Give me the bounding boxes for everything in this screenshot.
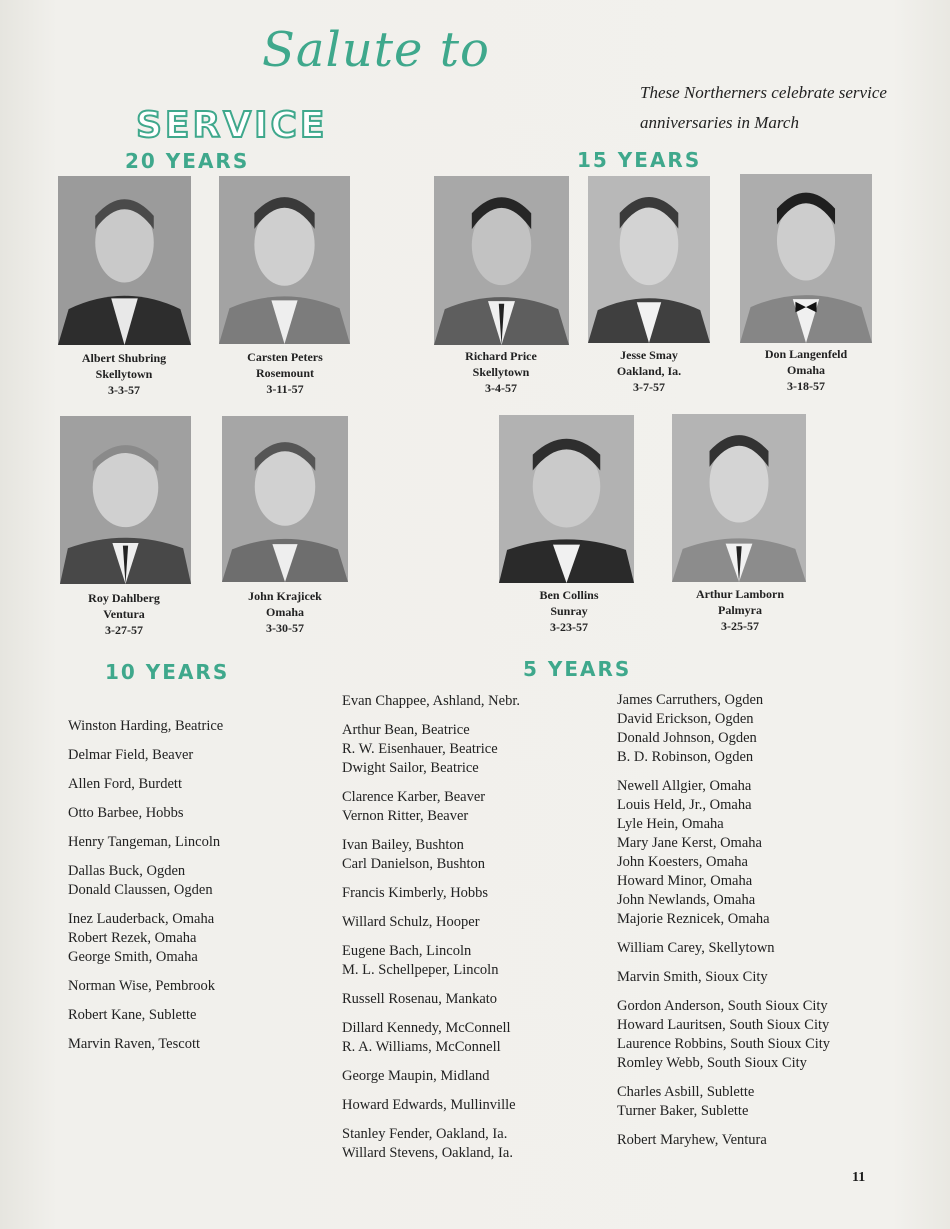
name-group — [342, 1096, 520, 1115]
caption-name: John Krajicek — [248, 589, 322, 603]
name-group — [617, 777, 830, 929]
honoree-entry: James Carruthers, Ogden — [617, 692, 764, 708]
main-title-text: SERVICE — [136, 105, 328, 146]
name-group — [342, 913, 520, 932]
honoree-entry: Allen Ford, Burdett — [68, 776, 182, 792]
name-group — [68, 833, 223, 852]
honoree-entry: John Koesters, Omaha — [617, 854, 748, 870]
caption-name: Carsten Peters — [247, 350, 323, 364]
honoree-entry: Dillard Kennedy, McConnell — [342, 1020, 511, 1036]
honoree-entry: George Maupin, Midland — [342, 1068, 490, 1084]
caption-date: 3-23-57 — [550, 620, 588, 634]
portrait-photo — [58, 176, 191, 345]
honoree-entry: Gordon Anderson, South Sioux City — [617, 998, 828, 1014]
name-group — [68, 775, 223, 794]
caption-date: 3-4-57 — [485, 381, 517, 395]
honoree-entry: Willard Stevens, Oakland, Ia. — [342, 1145, 513, 1161]
caption-date: 3-7-57 — [633, 380, 665, 394]
name-group — [68, 862, 223, 900]
honoree-entry: Francis Kimberly, Hobbs — [342, 885, 489, 901]
name-group — [342, 1019, 520, 1057]
honoree-entry: Vernon Ritter, Beaver — [342, 808, 469, 824]
name-group — [342, 836, 520, 874]
name-group — [342, 942, 520, 980]
honoree-entry: Stanley Fender, Oakland, Ia. — [342, 1126, 508, 1142]
caption-date: 3-11-57 — [266, 382, 304, 396]
heading-5-years: 5 YEARS — [523, 657, 632, 681]
name-group — [617, 1131, 830, 1150]
caption-location: Omaha — [786, 363, 825, 377]
honoree-entry: Arthur Bean, Beatrice — [342, 722, 470, 738]
portrait-caption — [215, 588, 355, 636]
portrait-caption — [431, 348, 571, 396]
honoree-entry: William Carey, Skellytown — [617, 940, 775, 956]
portrait-photo — [60, 416, 191, 584]
portrait-photo — [672, 414, 806, 582]
honoree-entry: Willard Schulz, Hooper — [342, 914, 480, 930]
honoree-entry: Howard Minor, Omaha — [617, 873, 753, 889]
caption-location: Omaha — [265, 605, 304, 619]
honoree-entry: Robert Rezek, Omaha — [68, 930, 197, 946]
portrait-photo — [740, 174, 872, 343]
portrait-caption — [215, 349, 355, 397]
honoree-entry: Dwight Sailor, Beatrice — [342, 760, 479, 776]
caption-name: Roy Dahlberg — [88, 591, 160, 605]
honoree-entry: Delmar Field, Beaver — [68, 747, 194, 763]
caption-name: Ben Collins — [539, 588, 599, 602]
caption-location: Ventura — [103, 607, 145, 621]
caption-location: Oakland, Ia. — [616, 364, 682, 378]
caption-date: 3-30-57 — [266, 621, 304, 635]
name-group — [68, 1035, 223, 1054]
honoree-entry: Charles Asbill, Sublette — [617, 1084, 755, 1100]
honoree-entry: Otto Barbee, Hobbs — [68, 805, 184, 821]
name-group — [342, 788, 520, 826]
caption-date: 3-18-57 — [787, 379, 825, 393]
caption-location: Skellytown — [95, 367, 153, 381]
name-group — [342, 1067, 520, 1086]
subtitle-line: These Northerners celebrate service — [640, 83, 887, 102]
honoree-entry: Robert Kane, Sublette — [68, 1007, 197, 1023]
portrait-caption — [579, 347, 719, 395]
honoree-entry: Inez Lauderback, Omaha — [68, 911, 215, 927]
name-group — [68, 1006, 223, 1025]
honoree-entry: R. W. Eisenhauer, Beatrice — [342, 741, 498, 757]
main-title — [136, 106, 328, 146]
honoree-entry: Marvin Smith, Sioux City — [617, 969, 768, 985]
honoree-entry: Carl Danielson, Bushton — [342, 856, 485, 872]
caption-name: Albert Shubring — [81, 351, 167, 365]
subtitle — [640, 78, 930, 138]
name-group — [342, 692, 520, 711]
honoree-entry: Romley Webb, South Sioux City — [617, 1055, 807, 1071]
honoree-entry: Russell Rosenau, Mankato — [342, 991, 498, 1007]
portrait-caption — [499, 587, 639, 635]
honoree-entry: Louis Held, Jr., Omaha — [617, 797, 752, 813]
portrait-photo — [588, 176, 710, 343]
name-group — [342, 721, 520, 778]
name-group — [617, 997, 830, 1073]
honoree-entry: Laurence Robbins, South Sioux City — [617, 1036, 831, 1052]
name-group — [68, 804, 223, 823]
heading-20-years: 20 YEARS — [125, 149, 250, 173]
five-years-list-col2 — [617, 691, 830, 1160]
caption-location: Skellytown — [472, 365, 530, 379]
honoree-entry: Evan Chappee, Ashland, Nebr. — [342, 693, 520, 709]
portrait-photo — [499, 415, 634, 583]
name-group — [68, 717, 223, 736]
name-group — [342, 990, 520, 1009]
portrait-caption — [736, 346, 876, 394]
honoree-entry: Robert Maryhew, Ventura — [617, 1132, 767, 1148]
honoree-entry: B. D. Robinson, Ogden — [617, 749, 754, 765]
caption-date: 3-3-57 — [108, 383, 140, 397]
honoree-entry: Turner Baker, Sublette — [617, 1103, 749, 1119]
portrait-photo — [222, 416, 348, 582]
name-group — [68, 746, 223, 765]
honoree-entry: Lyle Hein, Omaha — [617, 816, 724, 832]
honoree-entry: John Newlands, Omaha — [617, 892, 756, 908]
caption-name: Jesse Smay — [620, 348, 678, 362]
portrait-photo — [219, 176, 350, 344]
honoree-entry: Majorie Reznicek, Omaha — [617, 911, 770, 927]
heading-15-years: 15 YEARS — [577, 148, 702, 172]
caption-name: Richard Price — [465, 349, 537, 363]
caption-name: Arthur Lamborn — [695, 587, 785, 601]
honoree-entry: Henry Tangeman, Lincoln — [68, 834, 221, 850]
honoree-entry: Clarence Karber, Beaver — [342, 789, 486, 805]
subtitle-line: anniversaries in March — [640, 113, 799, 132]
honoree-entry: R. A. Williams, McConnell — [342, 1039, 501, 1055]
name-group — [68, 977, 223, 996]
ten-years-list — [68, 717, 223, 1064]
honoree-entry: Ivan Bailey, Bushton — [342, 837, 464, 853]
caption-location: Palmyra — [718, 603, 762, 617]
page-number: 11 — [852, 1170, 866, 1185]
honoree-entry: Howard Edwards, Mullinville — [342, 1097, 516, 1113]
portrait-photo — [434, 176, 569, 345]
honoree-entry: Winston Harding, Beatrice — [68, 718, 224, 734]
name-group — [617, 691, 830, 767]
honoree-entry: Eugene Bach, Lincoln — [342, 943, 472, 959]
honoree-entry: Newell Allgier, Omaha — [617, 778, 752, 794]
honoree-entry: Marvin Raven, Tescott — [68, 1036, 201, 1052]
name-group — [68, 910, 223, 967]
caption-date: 3-27-57 — [105, 623, 143, 637]
name-group — [617, 939, 830, 958]
portrait-caption — [54, 590, 194, 638]
honoree-entry: Mary Jane Kerst, Omaha — [617, 835, 762, 851]
caption-location: Sunray — [550, 604, 588, 618]
honoree-entry: M. L. Schellpeper, Lincoln — [342, 962, 499, 978]
heading-10-years: 10 YEARS — [105, 660, 230, 684]
caption-location: Rosemount — [255, 366, 314, 380]
honoree-entry: David Erickson, Ogden — [617, 711, 754, 727]
five-years-list-col1 — [342, 692, 520, 1173]
name-group — [342, 1125, 520, 1163]
portrait-caption — [54, 350, 194, 398]
caption-name: Don Langenfeld — [764, 347, 848, 361]
script-title: Salute to — [262, 22, 490, 78]
honoree-entry: Donald Claussen, Ogden — [68, 882, 213, 898]
name-group — [617, 968, 830, 987]
caption-date: 3-25-57 — [721, 619, 759, 633]
portrait-caption — [670, 586, 810, 634]
name-group — [342, 884, 520, 903]
honoree-entry: Dallas Buck, Ogden — [68, 863, 186, 879]
honoree-entry: Donald Johnson, Ogden — [617, 730, 757, 746]
name-group — [617, 1083, 830, 1121]
honoree-entry: Howard Lauritsen, South Sioux City — [617, 1017, 830, 1033]
honoree-entry: Norman Wise, Pembrook — [68, 978, 215, 994]
honoree-entry: George Smith, Omaha — [68, 949, 198, 965]
